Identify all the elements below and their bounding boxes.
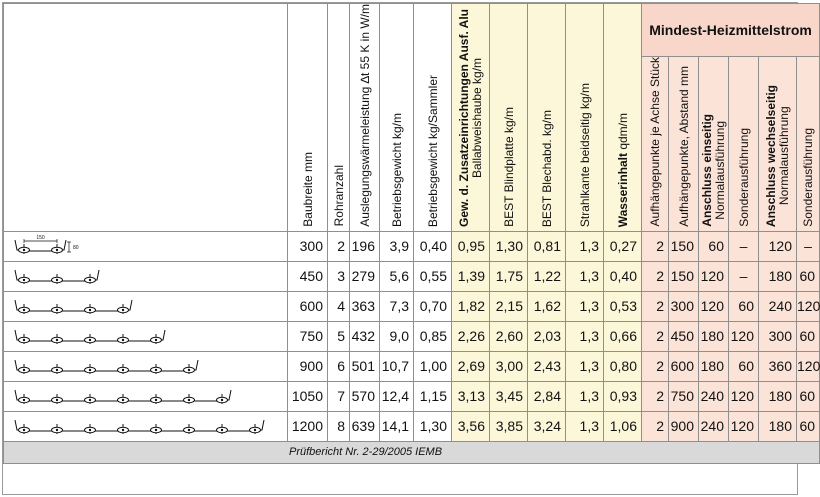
table-cell: 3,56: [452, 411, 490, 441]
table-cell: 1,30: [490, 231, 528, 261]
table-cell: 3,9: [380, 231, 414, 261]
table-cell: 5,6: [380, 261, 414, 291]
table-cell: 150: [669, 231, 699, 261]
table-cell: 600: [669, 351, 699, 381]
table-cell: 120: [797, 351, 820, 381]
table-cell: 1,3: [566, 261, 604, 291]
table-cell: 2,60: [490, 321, 528, 351]
table-cell: 2: [642, 411, 669, 441]
table-cell: 8: [328, 411, 350, 441]
table-cell: 180: [699, 351, 729, 381]
table-cell: 10,7: [380, 351, 414, 381]
table-cell: 2: [642, 351, 669, 381]
table-cell: 0,70: [414, 291, 452, 321]
table-cell: 180: [759, 381, 797, 411]
table-cell: 240: [699, 411, 729, 441]
table-cell: 0,81: [528, 231, 566, 261]
table-cell: –: [729, 231, 759, 261]
table-cell: 1,62: [528, 291, 566, 321]
table-cell: 6: [328, 351, 350, 381]
table-cell: 900: [669, 411, 699, 441]
table-cell: 1,3: [566, 231, 604, 261]
table-cell: 60: [797, 321, 820, 351]
header-betriebsgewicht: Betriebsgewicht kg/m: [380, 4, 414, 232]
panel-profile-diagram: [4, 231, 288, 261]
table-cell: 60: [797, 411, 820, 441]
table-cell: 1,75: [490, 261, 528, 291]
table-cell: 0,66: [604, 321, 642, 351]
table-cell: 1,30: [414, 411, 452, 441]
table-cell: 3,85: [490, 411, 528, 441]
table-cell: 1,3: [566, 351, 604, 381]
table-cell: 1,15: [414, 381, 452, 411]
panel-profile-diagram: [4, 321, 288, 351]
header-gew-zusatz: Gew. d. Zusatzeinrichtungen Ausf. Alu Ballabweishaube kg/m: [452, 4, 490, 232]
table-cell: 900: [288, 351, 328, 381]
table-cell: 2,03: [528, 321, 566, 351]
data-table-panel: [2, 2, 820, 495]
table-cell: 360: [759, 351, 797, 381]
table-cell: 120: [729, 381, 759, 411]
table-cell: 1,06: [604, 411, 642, 441]
table-cell: 180: [759, 261, 797, 291]
table-cell: 120: [699, 261, 729, 291]
table-cell: 120: [699, 291, 729, 321]
table-cell: 2,15: [490, 291, 528, 321]
header-sonder-einseitig: Sonderausführung: [729, 57, 759, 232]
header-auslegung: Auslegungswärmeleistung ∆t 55 K in W/m: [350, 4, 380, 232]
header-strahlkante: Strahlkante beidseitig kg/m: [566, 4, 604, 232]
table-cell: 1,3: [566, 291, 604, 321]
table-cell: 60: [729, 291, 759, 321]
table-cell: 1,3: [566, 411, 604, 441]
table-cell: 279: [350, 261, 380, 291]
dimension-height-label: 80: [73, 244, 79, 251]
table-cell: 2,69: [452, 351, 490, 381]
table-cell: 9,0: [380, 321, 414, 351]
table-cell: 2,26: [452, 321, 490, 351]
table-cell: 1,3: [566, 321, 604, 351]
table-cell: 570: [350, 381, 380, 411]
header-anschluss-wechselseitig: Anschluss wechselseitig Normalausführung: [759, 57, 797, 232]
table-cell: 2: [642, 291, 669, 321]
table-cell: 1050: [288, 381, 328, 411]
table-cell: 0,40: [414, 231, 452, 261]
table-cell: 2: [642, 231, 669, 261]
header-wasserinhalt: Wasserinhalt qdm/m: [604, 4, 642, 232]
table-cell: 0,95: [452, 231, 490, 261]
table-cell: 60: [699, 231, 729, 261]
table-cell: 180: [759, 411, 797, 441]
table-cell: 1,82: [452, 291, 490, 321]
table-cell: 450: [288, 261, 328, 291]
table-cell: 120: [729, 411, 759, 441]
table-cell: 0,53: [604, 291, 642, 321]
table-cell: 2: [328, 231, 350, 261]
table-cell: 7: [328, 381, 350, 411]
table-cell: 501: [350, 351, 380, 381]
table-cell: 60: [729, 351, 759, 381]
table-row: [4, 411, 820, 441]
table-cell: 2: [642, 261, 669, 291]
table-cell: 600: [288, 291, 328, 321]
header-mindest-heizmittelstrom: Mindest-Heizmittelstrom: [642, 4, 820, 57]
table-cell: 1200: [288, 411, 328, 441]
table-row: [4, 231, 820, 261]
table-cell: 150: [669, 261, 699, 291]
table-cell: 120: [729, 321, 759, 351]
table-cell: 120: [759, 231, 797, 261]
table-cell: 4: [328, 291, 350, 321]
table-cell: 300: [759, 321, 797, 351]
header-best-blindplatte: BEST Blindplatte kg/m: [490, 4, 528, 232]
table-cell: 1,22: [528, 261, 566, 291]
panel-profile-diagram: [4, 381, 288, 411]
table-cell: 240: [759, 291, 797, 321]
table-cell: 3,13: [452, 381, 490, 411]
table-cell: 180: [699, 321, 729, 351]
table-cell: 0,85: [414, 321, 452, 351]
table-cell: 0,40: [604, 261, 642, 291]
table-cell: 2: [642, 321, 669, 351]
table-cell: 0,55: [414, 261, 452, 291]
diagram-header-cell: [4, 4, 288, 232]
table-cell: –: [797, 231, 820, 261]
table-cell: 300: [288, 231, 328, 261]
table-cell: 300: [669, 291, 699, 321]
panel-profile-diagram: [4, 351, 288, 381]
table-cell: 3,00: [490, 351, 528, 381]
radiant-panel-table: [3, 3, 820, 464]
table-cell: 450: [669, 321, 699, 351]
table-row: [4, 351, 820, 381]
table-row: [4, 381, 820, 411]
test-report-footer: Prüfbericht Nr. 2-29/2005 IEMB: [4, 441, 820, 463]
table-cell: 363: [350, 291, 380, 321]
dimension-width-label: 150: [36, 234, 45, 241]
table-row: [4, 291, 820, 321]
table-cell: 14,1: [380, 411, 414, 441]
table-cell: 60: [797, 381, 820, 411]
table-cell: 7,3: [380, 291, 414, 321]
panel-profile-diagram: [4, 261, 288, 291]
panel-profile-diagram: [4, 291, 288, 321]
table-cell: 0,93: [604, 381, 642, 411]
table-cell: 3: [328, 261, 350, 291]
table-row: [4, 261, 820, 291]
header-betriebsgewicht-sammler: Betriebsgewicht kg/Sammler: [414, 4, 452, 232]
table-cell: 2: [642, 381, 669, 411]
table-cell: 1,3: [566, 381, 604, 411]
table-cell: 196: [350, 231, 380, 261]
table-cell: 120: [797, 291, 820, 321]
table-body: [4, 231, 820, 441]
header-aufhaenge-achse: Aufhängepunkte je Achse Stück: [642, 57, 669, 232]
table-row: [4, 321, 820, 351]
table-cell: 2,43: [528, 351, 566, 381]
table-cell: 12,4: [380, 381, 414, 411]
table-cell: 240: [699, 381, 729, 411]
table-cell: 3,24: [528, 411, 566, 441]
header-baubreite: Baubreite mm: [288, 4, 328, 232]
table-cell: –: [729, 261, 759, 291]
table-cell: 639: [350, 411, 380, 441]
table-cell: 1,39: [452, 261, 490, 291]
table-cell: 432: [350, 321, 380, 351]
panel-profile-diagram: [4, 411, 288, 441]
header-rohranzahl: Rohranzahl: [328, 4, 350, 232]
table-cell: 0,80: [604, 351, 642, 381]
header-best-blechabd: BEST Blechabd. kg/m: [528, 4, 566, 232]
header-aufhaenge-abstand: Aufhängepunkte, Abstand mm: [669, 57, 699, 232]
table-cell: 2,84: [528, 381, 566, 411]
table-cell: 60: [797, 261, 820, 291]
table-cell: 750: [288, 321, 328, 351]
table-cell: 3,45: [490, 381, 528, 411]
table-cell: 750: [669, 381, 699, 411]
table-cell: 0,27: [604, 231, 642, 261]
table-cell: 1,00: [414, 351, 452, 381]
table-cell: 5: [328, 321, 350, 351]
header-sonder-wechselseitig: Sonderausführung: [797, 57, 820, 232]
header-anschluss-einseitig: Anschluss einseitig Normalausführung: [699, 57, 729, 232]
